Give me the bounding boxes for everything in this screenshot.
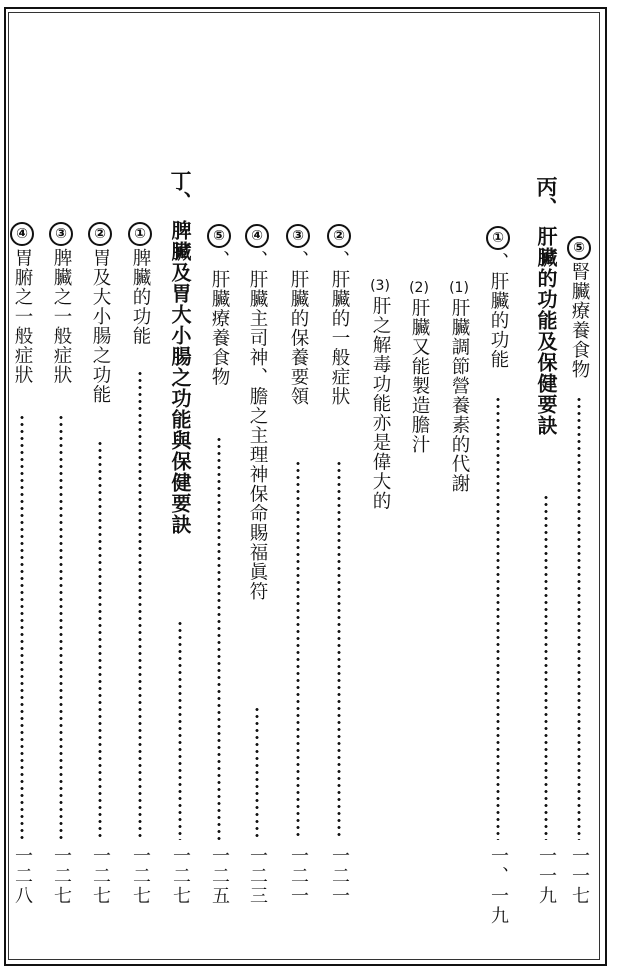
circled-number-marker: ②	[88, 222, 112, 246]
toc-entry	[48, 0, 74, 978]
entry-title: 、肝臟的保養要領	[288, 250, 309, 406]
toc-entry	[9, 0, 35, 978]
toc-subentry	[446, 0, 472, 978]
dot-leader	[138, 370, 142, 840]
page-number: 一、一九	[488, 846, 509, 926]
dot-leader	[296, 460, 300, 840]
entry-title: 、肝臟的一般症狀	[329, 250, 350, 406]
entry-title: 脾臟的功能	[130, 248, 151, 346]
page-number: 一一七	[569, 846, 590, 906]
toc-section-heading	[533, 0, 559, 978]
page-number: 一二八	[12, 846, 33, 906]
circled-number-marker: ③	[49, 222, 73, 246]
page-number: 一二一	[329, 846, 350, 906]
circled-number-marker: ④	[245, 224, 269, 248]
circled-number-marker: ①	[128, 222, 152, 246]
circled-number-marker: ⑤	[207, 224, 231, 248]
toc-entry	[326, 0, 352, 978]
dot-leader	[496, 396, 500, 840]
section-title: 脾臟及胃大小腸之功能與保健要訣	[168, 220, 192, 535]
dot-leader	[255, 706, 259, 840]
toc-entry	[566, 0, 592, 978]
entry-title: 、肝臟的功能	[488, 252, 509, 369]
entry-title: 胃腑之一般症狀	[12, 248, 33, 385]
entry-title: 脾臟之一般症狀	[51, 248, 72, 385]
section-title: 肝臟的功能及保健要訣	[534, 226, 558, 436]
toc-entry	[244, 0, 270, 978]
circled-number-marker: ①	[486, 226, 510, 250]
section-label: 丁、	[168, 170, 193, 212]
dot-leader	[20, 414, 24, 840]
dot-leader	[217, 436, 221, 840]
toc-subentry	[367, 0, 393, 978]
entry-title: 、肝臟主司神、膽之主理神保命賜福眞符	[247, 250, 268, 601]
entry-title: 胃及大小腸之功能	[90, 248, 111, 404]
circled-number-marker: ③	[286, 224, 310, 248]
entry-title: 肝臟又能製造膽汁	[409, 298, 430, 454]
paren-number-marker: (3)	[370, 278, 390, 294]
entry-title: 、肝臟療養食物	[209, 250, 230, 387]
dot-leader	[544, 494, 548, 840]
toc-entry	[206, 0, 232, 978]
page-number: 一二七	[170, 846, 191, 906]
dot-leader	[59, 414, 63, 840]
page-number: 一二五	[209, 846, 230, 906]
dot-leader	[98, 440, 102, 840]
toc-entry	[127, 0, 153, 978]
toc-entry	[87, 0, 113, 978]
entry-title: 肝臟調節營養素的代謝	[449, 298, 470, 493]
paren-number-marker: (2)	[409, 280, 429, 296]
circled-number-marker: ④	[10, 222, 34, 246]
toc-entry	[285, 0, 311, 978]
page-number: 一二七	[90, 846, 111, 906]
page-number: 一二一	[288, 846, 309, 906]
entry-title: 腎臟療養食物	[569, 262, 590, 379]
page-number: 一二三	[247, 846, 268, 906]
dot-leader	[337, 460, 341, 840]
page-number: 一二七	[130, 846, 151, 906]
circled-number-marker: ②	[327, 224, 351, 248]
section-label: 丙、	[534, 176, 559, 218]
entry-title: 肝之解毒功能亦是偉大的	[370, 296, 391, 511]
page-number: 一一九	[536, 846, 557, 906]
toc-entry	[485, 0, 511, 978]
toc-subentry	[406, 0, 432, 978]
dot-leader	[577, 396, 581, 840]
toc-section-heading	[167, 0, 193, 978]
dot-leader	[178, 620, 182, 840]
circled-number-marker: ⑤	[567, 236, 591, 260]
paren-number-marker: (1)	[449, 280, 469, 296]
page-number: 一二七	[51, 846, 72, 906]
